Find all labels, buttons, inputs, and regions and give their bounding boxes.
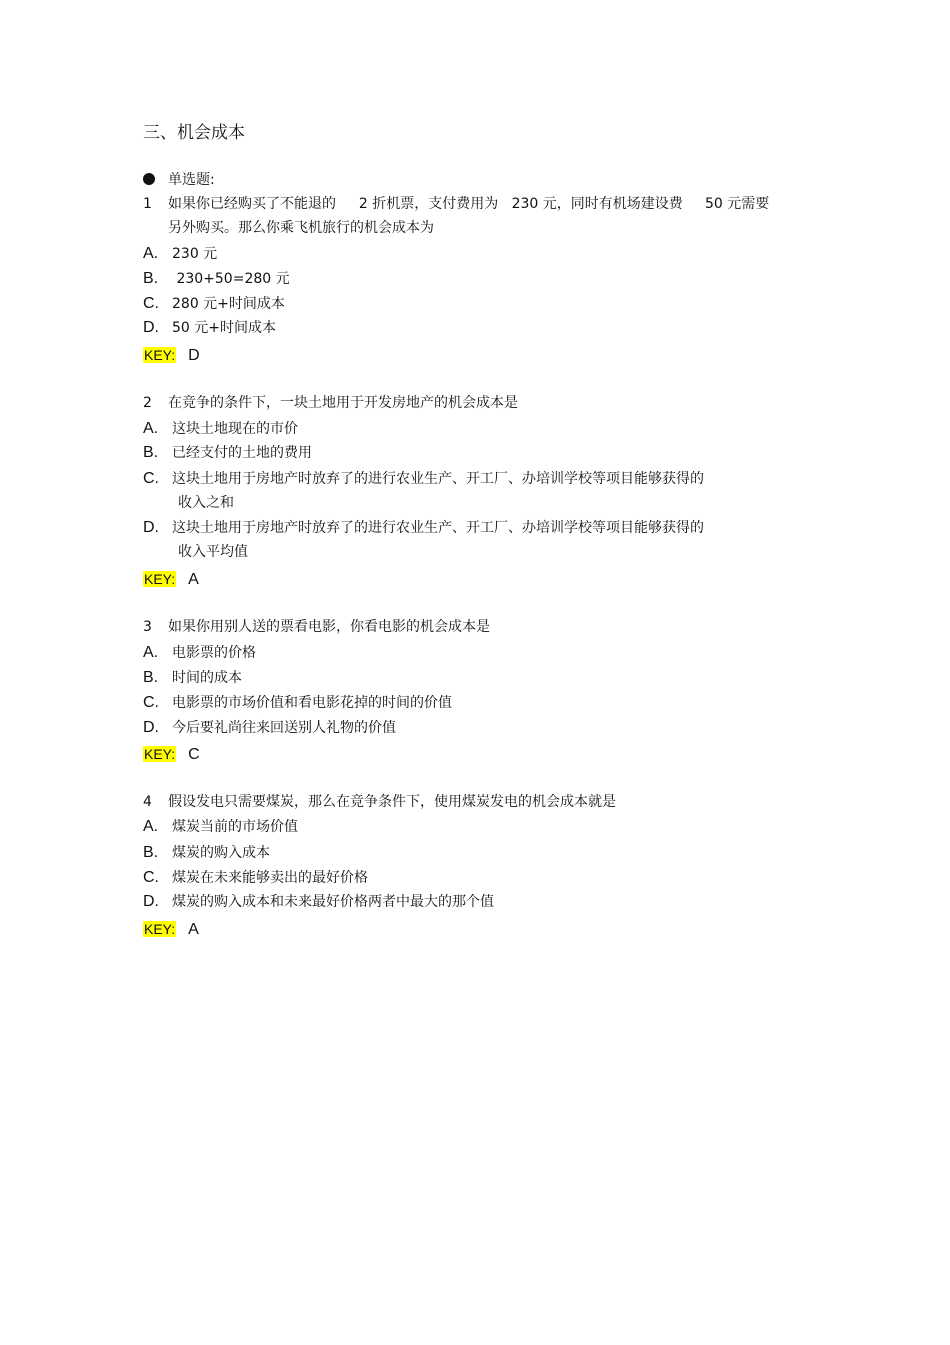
answer-key: [143, 344, 200, 367]
option-letter: C.: [143, 470, 159, 487]
option-text: 煤炭的购入成本: [172, 845, 270, 861]
option-text: 280 元+时间成本: [172, 296, 285, 312]
option-letter: D.: [143, 519, 159, 536]
key-answer: A: [188, 571, 199, 588]
answer-key: [143, 568, 199, 591]
option-text-cont: 收入平均值: [178, 544, 248, 560]
option-text: 煤炭的购入成本和未来最好价格两者中最大的那个值: [172, 894, 494, 910]
question-3: [143, 615, 490, 639]
option-text: 已经支付的土地的费用: [172, 445, 312, 461]
key-answer: C: [188, 746, 200, 763]
question-2: [143, 391, 518, 415]
option-a: [143, 242, 217, 266]
question-number: 2: [143, 395, 152, 411]
option-letter: B.: [143, 844, 159, 861]
question-number: 4: [143, 794, 152, 810]
option-text: 煤炭在未来能够卖出的最好价格: [172, 870, 368, 886]
question-text-cont: 另外购买。那么你乘飞机旅行的机会成本为: [168, 220, 434, 236]
option-letter: D.: [143, 319, 159, 336]
option-letter: A.: [143, 644, 159, 661]
option-letter: B.: [143, 270, 159, 287]
option-letter: A.: [143, 245, 159, 262]
option-letter: A.: [143, 420, 159, 437]
option-letter: D.: [143, 893, 159, 910]
section-title: 三、机会成本: [143, 123, 245, 143]
option-b: [143, 267, 290, 291]
option-text: 230 元: [172, 246, 218, 262]
option-text: 今后要礼尚往来回送别人礼物的价值: [172, 720, 396, 736]
key-label: KEY:: [144, 921, 176, 937]
bullet-icon: [143, 173, 155, 185]
question-4: [143, 790, 616, 814]
question-type: [143, 169, 215, 189]
option-c: [143, 691, 452, 715]
question-text: 如果你已经购买了不能退的 2 折机票，支付费用为 230 元，同时有机场建设费 50 元需要: [168, 196, 770, 212]
question-text: 假设发电只需要煤炭，那么在竞争条件下，使用煤炭发电的机会成本就是: [168, 794, 616, 810]
option-letter: B.: [143, 669, 159, 686]
option-c: [143, 292, 285, 316]
option-d: [143, 316, 276, 340]
answer-key: [143, 743, 200, 766]
key-answer: A: [188, 921, 199, 938]
question-text: 在竞争的条件下，一块土地用于开发房地产的机会成本是: [168, 395, 518, 411]
key-label: KEY:: [144, 746, 176, 762]
question-type-label: 单选题:: [168, 172, 215, 188]
option-letter: B.: [143, 444, 159, 461]
question-1: [143, 192, 769, 240]
option-text: 这块土地现在的市价: [172, 421, 298, 437]
option-a: [143, 815, 298, 839]
question-text: 如果你用别人送的票看电影，你看电影的机会成本是: [168, 619, 490, 635]
option-c: [143, 467, 704, 515]
option-b: [143, 841, 270, 865]
key-label: KEY:: [144, 347, 176, 363]
option-text: 电影票的价格: [172, 645, 256, 661]
option-letter: D.: [143, 719, 159, 736]
option-text: 煤炭当前的市场价值: [172, 819, 298, 835]
option-a: [143, 417, 298, 441]
question-number: 3: [143, 619, 152, 635]
key-label: KEY:: [144, 571, 176, 587]
option-a: [143, 641, 256, 665]
option-c: [143, 866, 368, 890]
answer-key: [143, 918, 199, 941]
option-letter: C.: [143, 869, 159, 886]
option-letter: C.: [143, 694, 159, 711]
option-d: [143, 516, 704, 564]
option-b: [143, 666, 242, 690]
option-letter: C.: [143, 295, 159, 312]
option-d: [143, 716, 396, 740]
option-text: 50 元+时间成本: [172, 320, 276, 336]
option-letter: A.: [143, 818, 159, 835]
option-text-cont: 收入之和: [178, 495, 234, 511]
option-text: 这块土地用于房地产时放弃了的进行农业生产、开工厂、办培训学校等项目能够获得的: [172, 520, 704, 536]
key-answer: D: [188, 347, 200, 364]
option-b: [143, 441, 312, 465]
option-d: [143, 890, 494, 914]
option-text: 电影票的市场价值和看电影花掉的时间的价值: [172, 695, 452, 711]
option-text: 这块土地用于房地产时放弃了的进行农业生产、开工厂、办培训学校等项目能够获得的: [172, 471, 704, 487]
option-text: 时间的成本: [172, 670, 242, 686]
question-number: 1: [143, 196, 152, 212]
option-text: 230+50=280 元: [172, 271, 290, 287]
